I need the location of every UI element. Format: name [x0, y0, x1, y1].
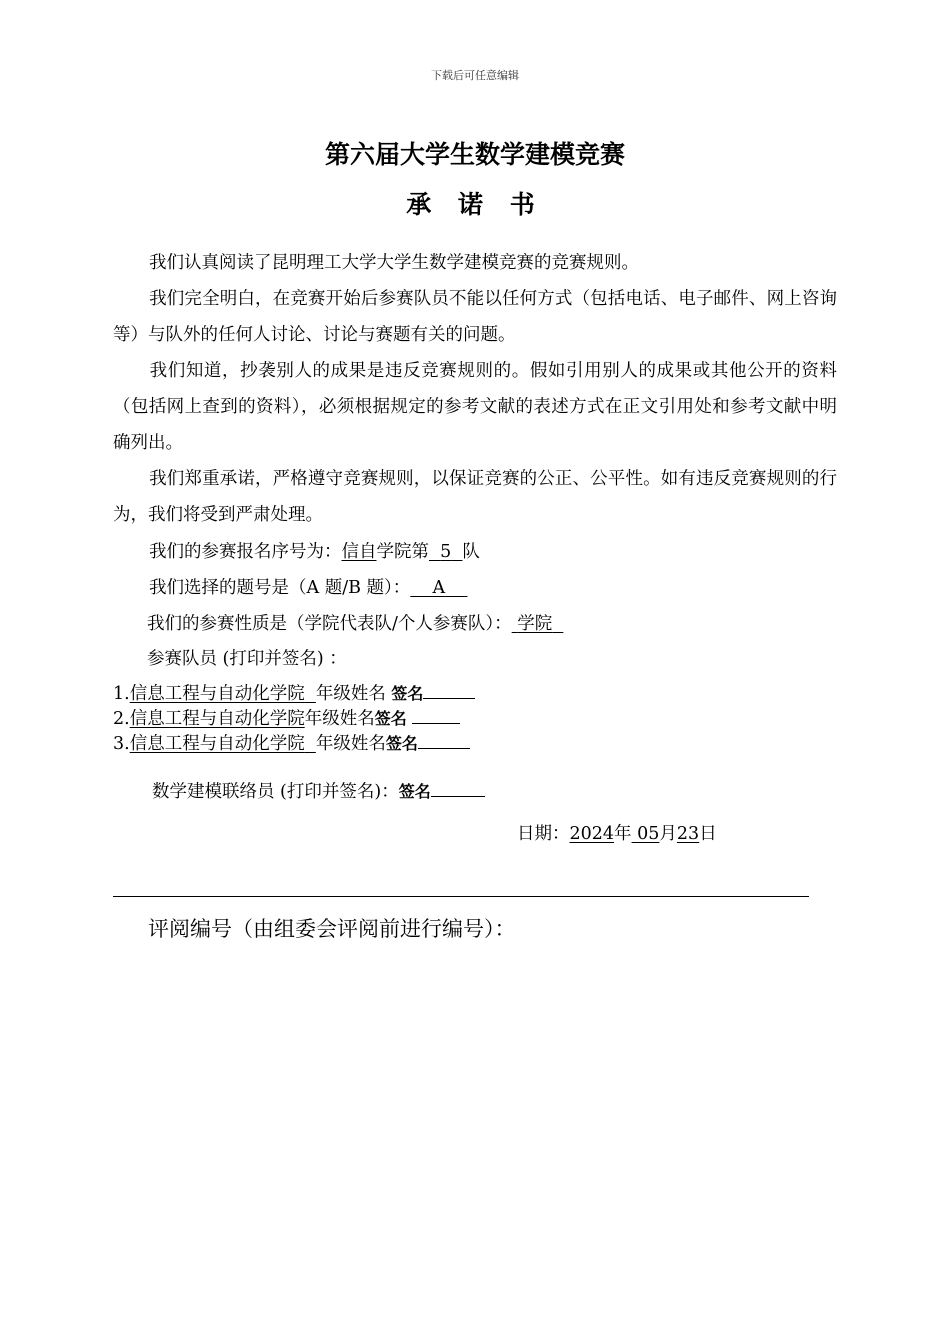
member-grade-label: 年级姓名 [315, 734, 386, 754]
document-subtitle: 承 诺 书 [406, 190, 544, 219]
topic-label: 我们选择的题号是（A 题/B 题）： [149, 578, 411, 598]
date-day-unit: 日 [699, 824, 717, 844]
document-title: 第六届大学生数学建模竞赛 [324, 140, 625, 169]
member-index: 2. [113, 709, 130, 729]
paragraph-rules-read [113, 245, 837, 281]
paragraph-text: 我们认真阅读了昆明理工大学大学生数学建模竞赛的竞赛规则。 [149, 253, 639, 273]
signature-blank[interactable] [423, 682, 475, 699]
review-number-label: 评阅编号（由组委会评阅前进行编号）： [148, 917, 516, 941]
paragraph-text: 我们知道，抄袭别人的成果是违反竞赛规则的。假如引用别人的成果或其他公开的资料（包括网上查到的资料），必须根据规定的参考文献的表述方式在正文引用处和参考文献中明确列出。 [113, 361, 837, 453]
registration-line [149, 538, 480, 563]
signature-blank[interactable] [418, 732, 470, 749]
nature-line [147, 610, 563, 635]
member-college-field[interactable]: 信息工程与自动化学院 [129, 684, 305, 704]
member-grade-label: 年级姓名 [315, 684, 386, 704]
paragraph-text: 我们郑重承诺，严格遵守竞赛规则，以保证竞赛的公正、公平性。如有违反竞赛规则的行为，我们将受到严肃处理。 [113, 469, 837, 525]
date-year-unit: 年 [614, 824, 632, 844]
member-college-field[interactable]: 信息工程与自动化学院 [129, 734, 305, 754]
date-year-field[interactable]: 2024 [569, 824, 615, 844]
paragraph-commitment [113, 461, 837, 533]
topic-field[interactable]: A [432, 578, 446, 598]
nature-label: 我们的参赛性质是（学院代表队/个人参赛队）： [147, 614, 512, 634]
date-month-field[interactable]: 05 [637, 824, 660, 844]
topic-line [149, 574, 467, 599]
members-label: 参赛队员 (打印并签名) ： [147, 649, 347, 669]
liaison-signature[interactable]: 签名 [398, 782, 431, 801]
signature-blank[interactable] [412, 707, 460, 724]
registration-college-field[interactable]: 信自 [341, 542, 377, 562]
registration-mid: 学院第 [376, 542, 429, 562]
paragraph-no-discussion [113, 281, 837, 353]
member-index: 1. [113, 684, 130, 704]
registration-suffix: 队 [462, 542, 480, 562]
date-day-field[interactable]: 23 [676, 824, 700, 844]
divider [113, 896, 809, 897]
member-grade-label: 年级姓名 [304, 709, 375, 729]
member-index: 3. [113, 734, 130, 754]
date-line [517, 820, 717, 845]
signature-blank[interactable] [431, 780, 485, 797]
date-label: 日期： [517, 824, 570, 844]
paragraph-plagiarism [113, 353, 837, 461]
paragraph-text: 我们完全明白，在竞赛开始后参赛队员不能以任何方式（包括电话、电子邮件、网上咨询等）与队外的任何人讨论、讨论与赛题有关的问题。 [113, 289, 837, 345]
member-row [113, 680, 475, 705]
member-row [113, 705, 460, 730]
date-month-unit: 月 [659, 824, 677, 844]
nature-field[interactable]: 学院 [517, 614, 553, 634]
member-row [113, 730, 470, 755]
liaison-label: 数学建模联络员 (打印并签名)： [152, 782, 399, 802]
registration-label: 我们的参赛报名序号为： [149, 542, 342, 562]
member-college-field[interactable]: 信息工程与自动化学院 [129, 709, 305, 729]
header-note: 下载后可任意编辑 [431, 69, 519, 82]
team-number-field[interactable]: 5 [440, 542, 452, 562]
liaison-line [152, 778, 485, 803]
member-signature[interactable]: 签名 [385, 734, 418, 753]
member-signature[interactable]: 签名 [374, 709, 407, 728]
member-signature[interactable]: 签名 [391, 684, 424, 703]
